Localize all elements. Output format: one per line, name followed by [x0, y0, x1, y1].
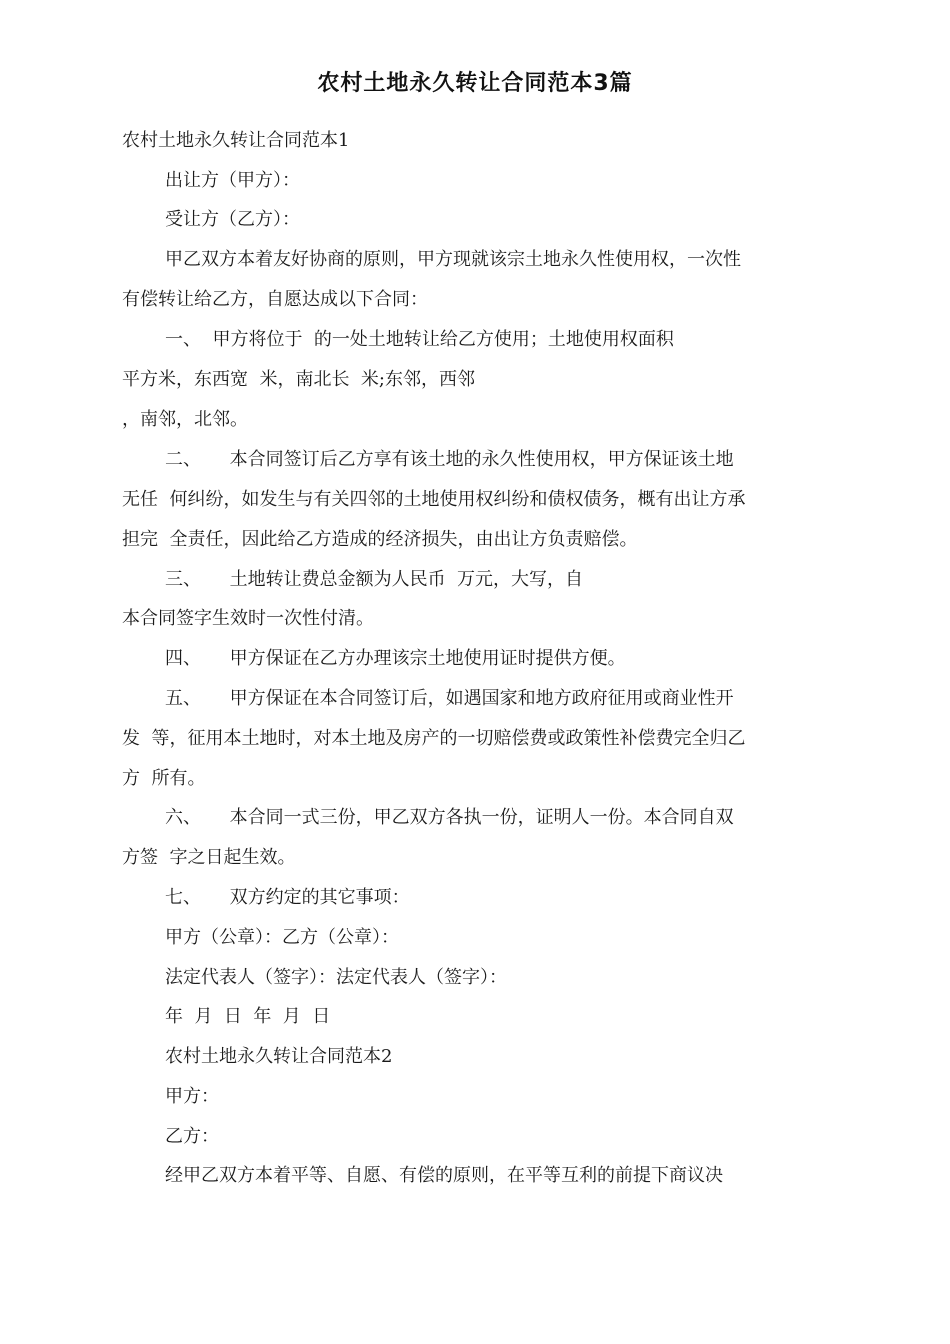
- clause-3: 三、 土地转让费总金额为人民币 万元，大写，自: [165, 569, 584, 590]
- party-transferor: 出让方（甲方）：: [165, 170, 300, 191]
- paragraph-line: 无任 何纠纷，如发生与有关四邻的土地使用权纠纷和债权债务，概有出让方承: [122, 489, 746, 510]
- document-title: 农村土地永久转让合同范本3篇: [317, 71, 633, 96]
- paragraph-line: 有偿转让给乙方，自愿达成以下合同：: [122, 289, 428, 310]
- paragraph-line: 担完 全责任，因此给乙方造成的经济损失，由出让方负责赔偿。: [122, 529, 638, 550]
- section-heading-1: 农村土地永久转让合同范本1: [122, 130, 350, 151]
- paragraph-line: 平方米，东西宽 米，南北长 米;东邻，西邻: [122, 369, 475, 390]
- date-line: 年 月 日 年 月 日: [165, 1006, 331, 1027]
- clause-1: 一、 甲方将位于 的一处土地转让给乙方使用；土地使用权面积: [165, 329, 674, 350]
- party-transferee: 受让方（乙方）：: [165, 209, 300, 230]
- clause-7: 七、 双方约定的其它事项：: [165, 887, 410, 908]
- paragraph-line: 甲乙双方本着友好协商的原则，甲方现就该宗土地永久性使用权，一次性: [165, 249, 741, 270]
- paragraph-line: 经甲乙双方本着平等、自愿、有偿的原则，在平等互利的前提下商议决: [165, 1165, 723, 1186]
- clause-5: 五、 甲方保证在本合同签订后，如遇国家和地方政府征用或商业性开: [165, 688, 734, 709]
- paragraph-line: 方签 字之日起生效。: [122, 847, 296, 868]
- signature-line: 法定代表人（签字）：法定代表人（签字）：: [165, 967, 507, 988]
- paragraph-line: 方 所有。: [122, 768, 206, 789]
- party-a: 甲方：: [165, 1086, 219, 1107]
- paragraph-line: 发 等，征用本土地时，对本土地及房产的一切赔偿费或政策性补偿费完全归乙: [122, 728, 746, 749]
- paragraph-line: 本合同签字生效时一次性付清。: [122, 608, 374, 629]
- clause-2: 二、 本合同签订后乙方享有该土地的永久性使用权，甲方保证该土地: [165, 449, 734, 470]
- clause-4: 四、 甲方保证在乙方办理该宗土地使用证时提供方便。: [165, 648, 626, 669]
- section-heading-2: 农村土地永久转让合同范本2: [165, 1046, 393, 1067]
- clause-6: 六、 本合同一式三份，甲乙双方各执一份，证明人一份。本合同自双: [165, 807, 734, 828]
- seal-line: 甲方（公章）：乙方（公章）：: [165, 927, 399, 948]
- paragraph-line: ，南邻，北邻。: [122, 409, 248, 430]
- party-b: 乙方：: [165, 1126, 219, 1147]
